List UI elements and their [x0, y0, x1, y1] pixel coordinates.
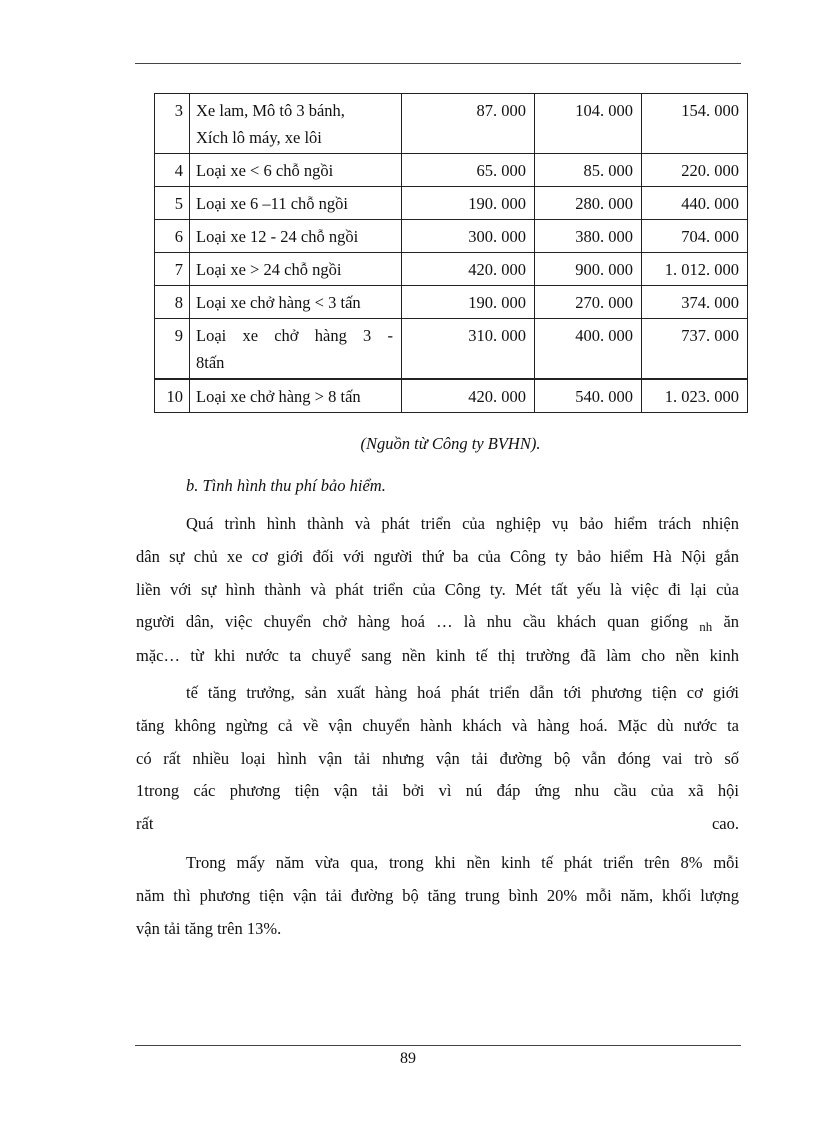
vehicle-type — [190, 187, 402, 220]
paragraph-1 — [136, 508, 739, 673]
vehicle-type-line: Loại xe < 6 chỗ ngồi — [196, 161, 334, 180]
table-row — [155, 220, 748, 253]
row-number: 7 — [155, 253, 190, 286]
section-subheading: b. Tình hình thu phí bảo hiểm. — [186, 476, 386, 495]
table-row — [155, 94, 748, 154]
table-row — [155, 379, 748, 413]
table-row — [155, 286, 748, 319]
rate-col-3: 374. 000 — [642, 286, 748, 319]
rate-col-1: 300. 000 — [402, 220, 535, 253]
rate-col-3: 1. 012. 000 — [642, 253, 748, 286]
row-number: 5 — [155, 187, 190, 220]
vehicle-type — [190, 94, 402, 154]
rate-col-2: 900. 000 — [535, 253, 642, 286]
row-number: 4 — [155, 154, 190, 187]
rate-col-2: 400. 000 — [535, 319, 642, 380]
paragraph-3 — [136, 847, 739, 945]
vehicle-type-line: 8tấn — [196, 353, 225, 372]
rate-col-1: 190. 000 — [402, 286, 535, 319]
paragraph-line: tăng không ngừng cả về vận chuyển hành khách và hàng hoá. Mặc dù nước ta — [136, 715, 739, 735]
row-number: 3 — [155, 94, 190, 154]
rate-col-3: 737. 000 — [642, 319, 748, 380]
line-segment: ăn — [723, 612, 740, 632]
vehicle-type-line: Loại xe chở hàng 3 - — [196, 326, 393, 345]
line-segment: nh — [699, 619, 713, 635]
header-rule — [135, 63, 741, 64]
paragraph-line: dân sự chủ xe cơ giới đối với người thứ ba của Công ty bảo hiểm Hà Nội gắn — [136, 546, 739, 566]
vehicle-type-line: Loại xe 6 –11 chỗ ngồi — [196, 194, 348, 213]
vehicle-type — [190, 220, 402, 253]
rate-col-3: 220. 000 — [642, 154, 748, 187]
vehicle-type-line: Xe lam, Mô tô 3 bánh, — [196, 101, 345, 120]
vehicle-type — [190, 154, 402, 187]
rate-col-3: 1. 023. 000 — [642, 379, 748, 413]
line-segment: rất — [136, 814, 154, 834]
page-number: 89 — [400, 1050, 416, 1067]
rate-col-2: 280. 000 — [535, 187, 642, 220]
rate-col-3: 704. 000 — [642, 220, 748, 253]
vehicle-type — [190, 286, 402, 319]
rate-col-3: 440. 000 — [642, 187, 748, 220]
paragraph-line: có rất nhiều loại hình vận tải nhưng vận tải đường bộ vẫn đóng vai trò số — [136, 748, 739, 768]
row-number: 10 — [155, 379, 190, 413]
line-segment: người dân, việc chuyển chở hàng hoá … là nhu cầu khách quan giống — [136, 612, 689, 632]
paragraph-2 — [136, 677, 739, 841]
rate-col-1: 87. 000 — [402, 94, 535, 154]
paragraph-line: năm thì phương tiện vận tải đường bộ tăng trung bình 20% mỗi năm, khối lượng — [136, 885, 739, 905]
vehicle-type — [190, 253, 402, 286]
rate-col-1: 190. 000 — [402, 187, 535, 220]
vehicle-type-line: Xích lô máy, xe lôi — [196, 128, 322, 147]
paragraph-line: Trong mấy năm vừa qua, trong khi nền kinh tế phát triển trên 8% mỗi — [186, 853, 739, 872]
rate-col-2: 380. 000 — [535, 220, 642, 253]
row-number: 6 — [155, 220, 190, 253]
rate-col-3: 154. 000 — [642, 94, 748, 154]
paragraph-line: vận tải tăng trên 13%. — [136, 918, 282, 938]
vehicle-type — [190, 319, 402, 380]
paragraph-line — [136, 606, 739, 640]
row-number: 9 — [155, 319, 190, 380]
rate-col-1: 65. 000 — [402, 154, 535, 187]
rate-col-2: 104. 000 — [535, 94, 642, 154]
paragraph-line — [136, 808, 739, 841]
vehicle-type-line: Loại xe chở hàng > 8 tấn — [196, 387, 361, 406]
paragraph-line: mặc… từ khi nước ta chuyể sang nền kinh tế thị trường đã làm cho nền kinh — [136, 646, 739, 666]
table-row — [155, 154, 748, 187]
rate-col-2: 85. 000 — [535, 154, 642, 187]
table-row — [155, 319, 748, 380]
table-row — [155, 253, 748, 286]
rate-col-1: 310. 000 — [402, 319, 535, 380]
line-segment: cao. — [711, 814, 739, 834]
paragraph-line: tế tăng trưởng, sản xuất hàng hoá phát triển dẫn tới phương tiện cơ giới — [186, 683, 739, 702]
vehicle-type-line: Loại xe chở hàng < 3 tấn — [196, 293, 361, 312]
rate-col-2: 270. 000 — [535, 286, 642, 319]
row-number: 8 — [155, 286, 190, 319]
rate-col-1: 420. 000 — [402, 253, 535, 286]
vehicle-type-line: Loại xe > 24 chỗ ngồi — [196, 260, 342, 279]
paragraph-line: 1trong các phương tiện vận tải bởi vì nú đáp ứng nhu cầu của xã hội — [136, 781, 739, 801]
rate-col-1: 420. 000 — [402, 379, 535, 413]
paragraph-line: liền với sự hình thành và phát triển của Công ty. Mét tất yếu là việc đi lại của — [136, 579, 739, 599]
vehicle-type-line: Loại xe 12 - 24 chỗ ngồi — [196, 227, 359, 246]
table-source-note: (Nguồn từ Công ty BVHN). — [360, 434, 541, 453]
vehicle-type — [190, 379, 402, 413]
table-row — [155, 187, 748, 220]
paragraph-line: Quá trình hình thành và phát triển của nghiệp vụ bảo hiểm trách nhiện — [186, 514, 739, 533]
rate-col-2: 540. 000 — [535, 379, 642, 413]
premium-rate-table — [154, 93, 748, 413]
footer-rule — [135, 1045, 741, 1046]
